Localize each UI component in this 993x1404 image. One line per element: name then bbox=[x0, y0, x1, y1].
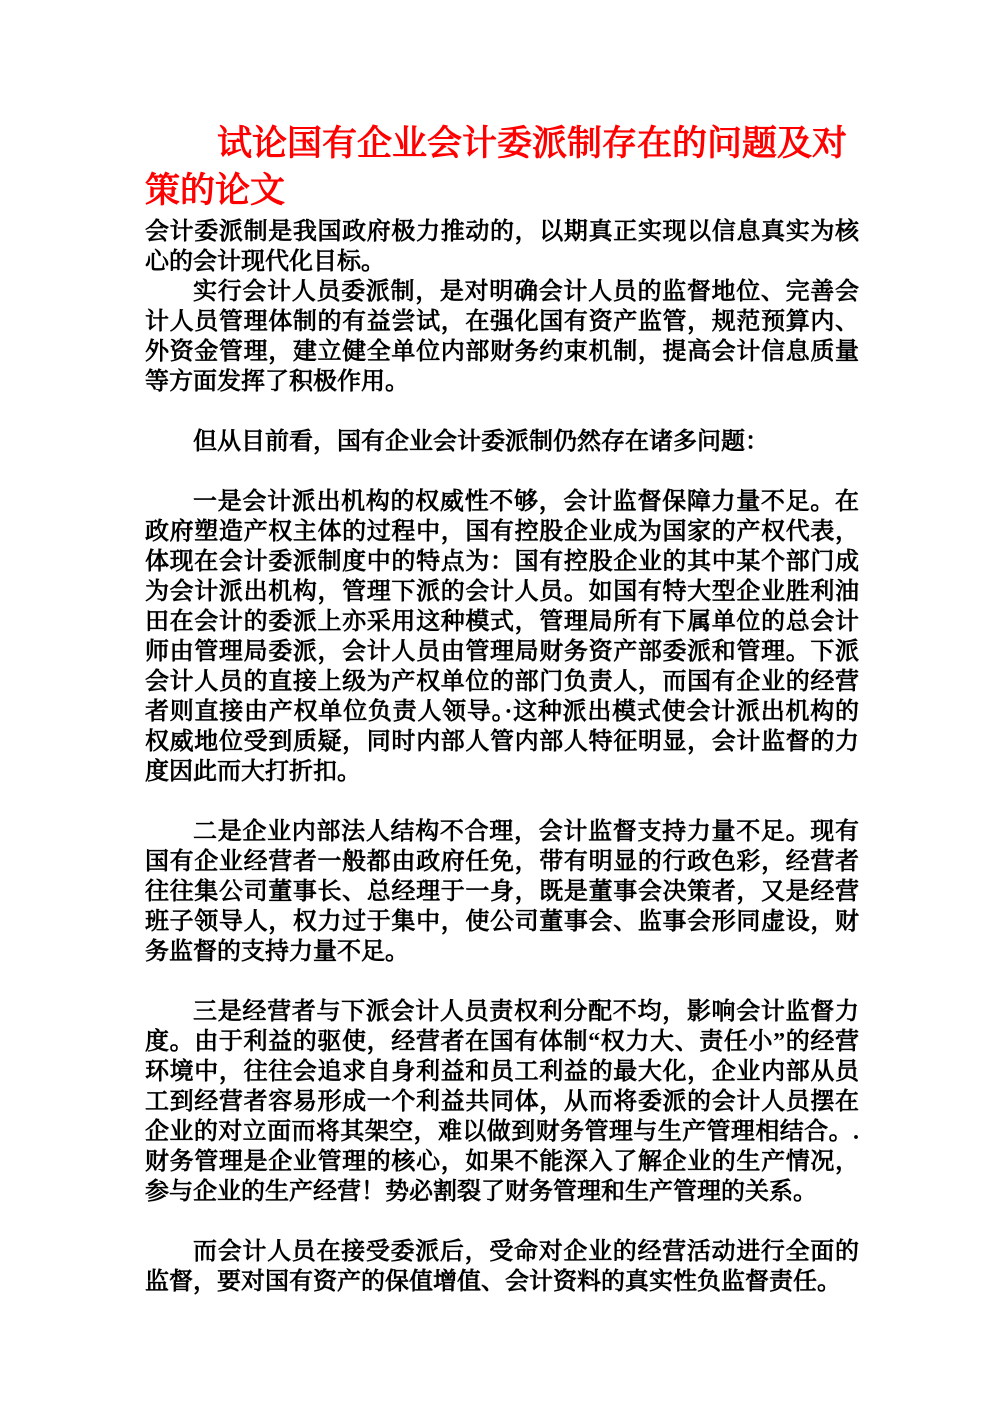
paragraph-problem-three: 三是经营者与下派会计人员责权利分配不均，影响会计监督力度。由于利益的驱使，经营者在国有体制“权力大、责任小”的经营环境中，往往会追求自身利益和员工利益的最大化，企业内部从员工到经营者容易形成一个利益共同体，从而将委派的会计人员摆在企业的对立面而将其架空，难以做到财务管理与生产管理相结合。.财务管理是企业管理的核心，如果不能深入了解企业的生产情况，参与企业的生产经营！势必割裂了财务管理和生产管理的关系。 bbox=[145, 999, 859, 1205]
paragraph-closing: 而会计人员在接受委派后，受命对企业的经营活动进行全面的监督，要对国有资产的保值增值、会计资料的真实性负监督责任。 bbox=[145, 1239, 859, 1295]
paragraph-problem-one: 一是会计派出机构的权威性不够，会计监督保障力量不足。在政府塑造产权主体的过程中，国有控股企业成为国家的产权代表，体现在会计委派制度中的特点为：国有控股企业的其中某个部门成为会计派出机构，管理下派的会计人员。如国有特大型企业胜利油田在会计的委派上亦采用这种模式，管理局所有下属单位的总会计师由管理局委派，会计人员由管理局财务资产部委派和管理。下派会计人员的直接上级为产权单位的部门负责人，而国有企业的经营者则直接由产权单位负责人领导。·这种派出模式使会计派出机构的权威地位受到质疑，同时内部人管内部人特征明显，会计监督的力度因此而大打折扣。 bbox=[145, 489, 859, 785]
document-title: 试论国有企业会计委派制存在的问题及对策的论文 bbox=[145, 124, 848, 210]
paragraph-background: 实行会计人员委派制，是对明确会计人员的监督地位、完善会计人员管理体制的有益尝试，在强化国有资产监管，规范预算内、外资金管理，建立健全单位内部财务约束机制，提高会计信息质量等方面发挥了积极作用。 bbox=[145, 279, 859, 395]
paragraph-intro: 会计委派制是我国政府极力推动的，以期真正实现以信息真实为核心的会计现代化目标。 bbox=[145, 219, 859, 275]
paragraph-problems-lead: 但从目前看，国有企业会计委派制仍然存在诸多问题： bbox=[193, 429, 769, 455]
paragraph-problem-two: 二是企业内部法人结构不合理，会计监督支持力量不足。现有国有企业经营者一般都由政府任免，带有明显的行政色彩，经营者往往集公司董事长、总经理于一身，既是董事会决策者，又是经营班子领导人，权力过于集中，使公司董事会、监事会形同虚设，财务监督的支持力量不足。 bbox=[145, 819, 859, 965]
document-content bbox=[145, 120, 859, 1297]
document-body bbox=[145, 217, 859, 1297]
